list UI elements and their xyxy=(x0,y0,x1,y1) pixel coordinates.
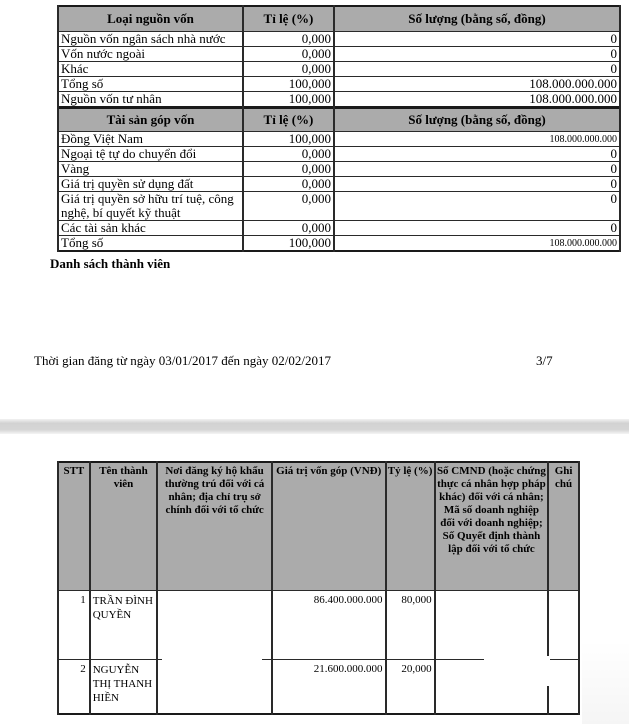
column-header-stt: STT xyxy=(58,462,90,590)
table-header-row xyxy=(58,462,579,590)
cell-label: Nguồn vốn tư nhân xyxy=(58,92,243,108)
cell-note xyxy=(548,659,579,714)
page-edge-shade xyxy=(582,640,629,724)
cell-label: Giá trị quyền sở hữu trí tuệ, công nghệ, bí quyết kỹ thuật xyxy=(58,192,243,221)
redaction-box-id-number xyxy=(484,656,550,686)
cell-note xyxy=(548,590,579,659)
table-row xyxy=(58,77,620,92)
cell-amount: 108.000.000.000 xyxy=(334,132,620,147)
page-footer-registration-period: Thời gian đăng từ ngày 03/01/2017 đến ngày 02/02/2017 xyxy=(34,353,331,368)
table-row xyxy=(58,47,620,62)
members-list-heading: Danh sách thành viên xyxy=(50,256,171,271)
cell-ratio: 100,000 xyxy=(243,132,334,147)
table-row xyxy=(58,147,620,162)
page-break-separator xyxy=(0,419,629,434)
cell-amount: 0 xyxy=(334,47,620,62)
column-header-capital-type: Loại nguồn vốn xyxy=(58,6,243,32)
cell-capital-value: 21.600.000.000 xyxy=(272,659,386,714)
cell-ratio: 0,000 xyxy=(243,47,334,62)
member-row xyxy=(58,590,579,659)
column-header-amount: Số lượng (bằng số, đồng) xyxy=(334,108,620,132)
column-header-asset-type: Tài sản góp vốn xyxy=(58,108,243,132)
column-header-ratio: Tỷ lệ (%) xyxy=(386,462,435,590)
capital-source-table xyxy=(57,5,621,108)
cell-member-name: TRẦN ĐÌNH QUYỀN xyxy=(90,590,158,659)
cell-label: Nguồn vốn ngân sách nhà nước xyxy=(58,32,243,47)
cell-ratio: 0,000 xyxy=(243,177,334,192)
cell-label: Tổng số xyxy=(58,77,243,92)
cell-amount: 0 xyxy=(334,32,620,47)
cell-label: Ngoại tệ tự do chuyển đổi xyxy=(58,147,243,162)
table-row xyxy=(58,92,620,108)
table-row xyxy=(58,132,620,147)
column-header-note: Ghi chú xyxy=(548,462,579,590)
column-header-ratio: Tỉ lệ (%) xyxy=(243,6,334,32)
cell-ratio: 0,000 xyxy=(243,62,334,77)
table-row xyxy=(58,32,620,47)
table-row xyxy=(58,162,620,177)
table-row xyxy=(58,62,620,77)
cell-ratio: 0,000 xyxy=(243,147,334,162)
cell-ratio: 0,000 xyxy=(243,32,334,47)
cell-label: Đồng Việt Nam xyxy=(58,132,243,147)
cell-label: Các tài sản khác xyxy=(58,221,243,236)
cell-amount: 0 xyxy=(334,192,620,221)
cell-id-number xyxy=(435,590,549,659)
table-header-row xyxy=(58,108,620,132)
table-row xyxy=(58,221,620,236)
cell-ratio: 0,000 xyxy=(243,221,334,236)
cell-ratio: 20,000 xyxy=(386,659,435,714)
table-row xyxy=(58,236,620,252)
table-header-row xyxy=(58,6,620,32)
asset-contribution-table xyxy=(57,107,621,252)
column-header-id-number: Số CMND (hoặc chứng thực cá nhân hợp pháp khác) đối với cá nhân; Mã số doanh nghiệp đối với doanh nghiệp; Số Quyết định thành lập đối với tổ chức xyxy=(435,462,549,590)
page-number: 3/7 xyxy=(536,353,553,368)
cell-label: Vốn nước ngoài xyxy=(58,47,243,62)
cell-stt: 2 xyxy=(58,659,90,714)
table-row xyxy=(58,192,620,221)
column-header-member-name: Tên thành viên xyxy=(90,462,158,590)
redaction-box-address xyxy=(162,640,262,710)
cell-capital-value: 86.400.000.000 xyxy=(272,590,386,659)
cell-label: Khác xyxy=(58,62,243,77)
cell-label: Vàng xyxy=(58,162,243,177)
cell-amount: 0 xyxy=(334,62,620,77)
cell-ratio: 80,000 xyxy=(386,590,435,659)
cell-ratio: 100,000 xyxy=(243,236,334,252)
cell-member-name: NGUYỄN THỊ THANH HIỀN xyxy=(90,659,158,714)
cell-amount: 108.000.000.000 xyxy=(334,77,620,92)
cell-amount: 0 xyxy=(334,162,620,177)
cell-ratio: 100,000 xyxy=(243,77,334,92)
cell-ratio: 100,000 xyxy=(243,92,334,108)
cell-stt: 1 xyxy=(58,590,90,659)
column-header-address: Nơi đăng ký hộ khẩu thường trú đối với cá nhân; địa chỉ trụ sở chính đối với tổ chức xyxy=(157,462,272,590)
cell-ratio: 0,000 xyxy=(243,162,334,177)
cell-label: Giá trị quyền sử dụng đất xyxy=(58,177,243,192)
cell-amount: 108.000.000.000 xyxy=(334,236,620,252)
cell-amount: 0 xyxy=(334,221,620,236)
table-row xyxy=(58,177,620,192)
cell-ratio: 0,000 xyxy=(243,192,334,221)
column-header-capital-value: Giá trị vốn góp (VNĐ) xyxy=(272,462,386,590)
cell-amount: 108.000.000.000 xyxy=(334,92,620,108)
column-header-ratio: Tỉ lệ (%) xyxy=(243,108,334,132)
cell-label: Tổng số xyxy=(58,236,243,252)
cell-amount: 0 xyxy=(334,147,620,162)
column-header-amount: Số lượng (bằng số, đồng) xyxy=(334,6,620,32)
cell-amount: 0 xyxy=(334,177,620,192)
